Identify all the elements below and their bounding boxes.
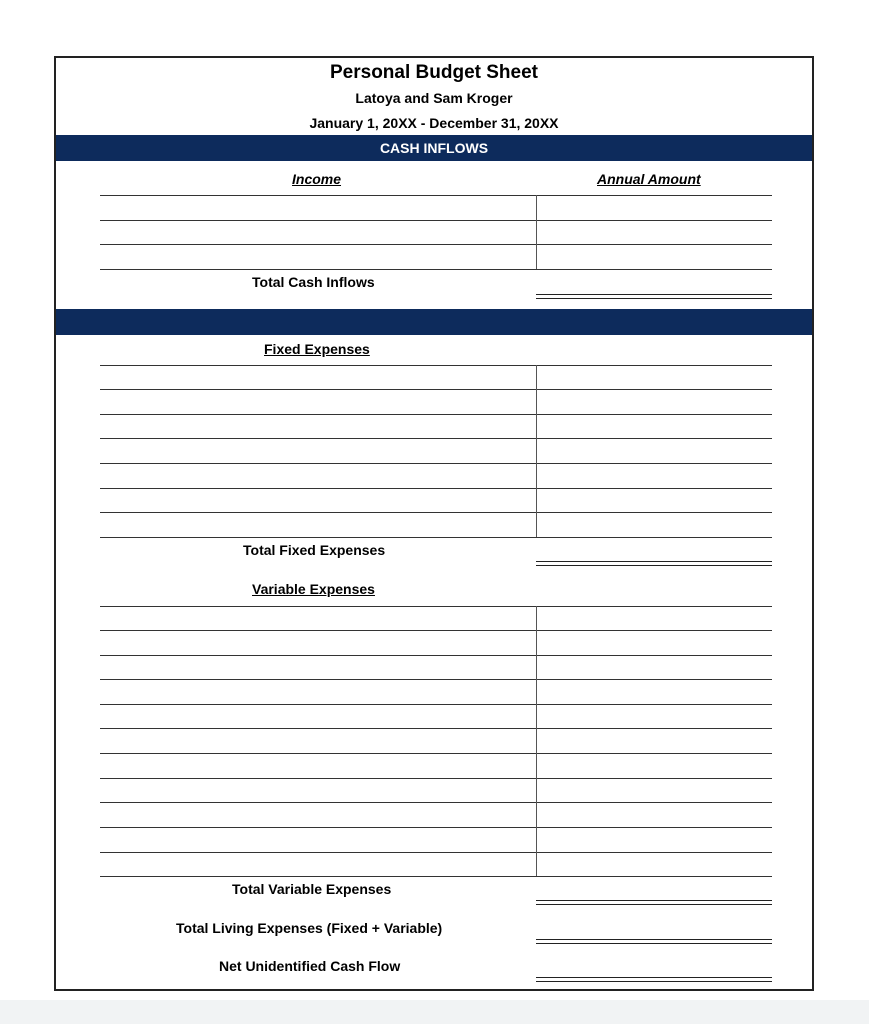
total-fixed-expenses-label: Total Fixed Expenses (243, 542, 386, 558)
variable-row-line (100, 679, 772, 680)
fixed-row-line (100, 512, 772, 513)
fixed-column-divider (536, 365, 537, 537)
total-fixed-expenses-double-line (536, 561, 772, 566)
net-unidentified-cash-flow-double-line (536, 977, 772, 982)
fixed-row-line (100, 488, 772, 489)
fixed-row-line (100, 414, 772, 415)
sheet-names: Latoya and Sam Kroger (355, 90, 513, 106)
fixed-expenses-heading: Fixed Expenses (264, 341, 370, 357)
variable-row-line (100, 606, 772, 607)
variable-row-line (100, 728, 772, 729)
fixed-row-line (100, 463, 772, 464)
income-column-divider (536, 195, 537, 269)
sheet-title: Personal Budget Sheet (330, 62, 538, 83)
fixed-row-line (100, 365, 772, 366)
fixed-row-line (100, 389, 772, 390)
income-row-line (100, 269, 772, 270)
budget-sheet (54, 56, 814, 991)
annual-amount-column-header: Annual Amount (597, 171, 701, 187)
income-row-line (100, 220, 772, 221)
variable-row-line (100, 778, 772, 779)
total-cash-inflows-double-line (536, 294, 772, 299)
fixed-row-line (100, 438, 772, 439)
variable-row-line (100, 704, 772, 705)
income-column-header: Income (292, 171, 342, 187)
variable-row-line (100, 655, 772, 656)
cash-outflows-band (56, 309, 812, 335)
cash-inflows-band: CASH INFLOWS (56, 135, 812, 161)
net-unidentified-cash-flow-label: Net Unidentified Cash Flow (219, 958, 401, 974)
variable-row-line (100, 852, 772, 853)
sheet-period: January 1, 20XX - December 31, 20XX (309, 115, 559, 131)
variable-column-divider (536, 606, 537, 876)
variable-row-line (100, 802, 772, 803)
variable-expenses-heading: Variable Expenses (252, 581, 375, 597)
total-cash-inflows-label: Total Cash Inflows (252, 274, 375, 290)
total-variable-expenses-label: Total Variable Expenses (232, 881, 392, 897)
page-footer-strip (0, 1000, 869, 1024)
variable-row-line (100, 827, 772, 828)
variable-row-line (100, 630, 772, 631)
total-living-expenses-label: Total Living Expenses (Fixed + Variable) (176, 920, 443, 936)
total-living-expenses-double-line (536, 939, 772, 944)
income-row-line (100, 244, 772, 245)
income-row-line (100, 195, 772, 196)
fixed-row-line (100, 537, 772, 538)
total-variable-expenses-double-line (536, 900, 772, 905)
variable-row-line (100, 876, 772, 877)
variable-row-line (100, 753, 772, 754)
